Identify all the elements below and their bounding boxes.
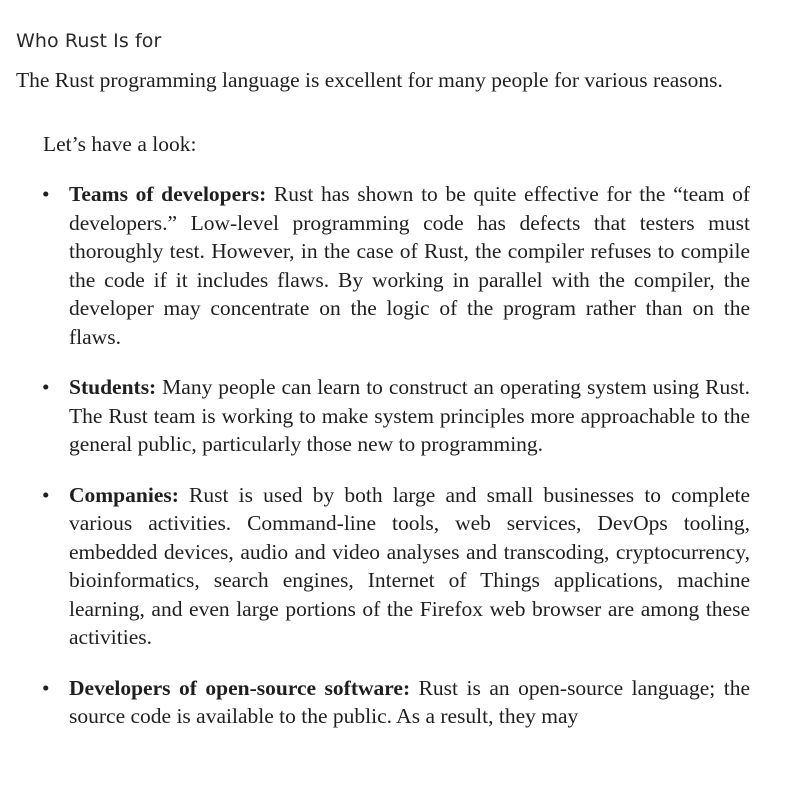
bullet-marker-icon: • (42, 375, 50, 399)
bullet-text: Rust has shown to be quite effective for the “team of developers.” Low-level programming code has defects that testers must thoroughly test. However, in the case of Rust, the compiler refuses to compile the code if it includes flaws. By working in parallel with the compiler, the developer may concentrate on the logic of the program rather than on the flaws. (69, 182, 750, 349)
section-heading: Who Rust Is for (16, 30, 162, 52)
bullet-item-teams (0, 180, 750, 351)
bullet-item-companies (0, 481, 750, 652)
bullet-term: Companies: (69, 482, 179, 507)
bullet-marker-icon: • (42, 482, 50, 507)
audience-bullet-list (0, 180, 800, 753)
bullet-item-open-source (0, 674, 750, 731)
bullet-term: Students: (69, 375, 157, 399)
bullet-marker-icon: • (42, 675, 50, 700)
bullet-text: Rust is an open-source language; the source code is available to the public. As a result, they may (69, 675, 750, 728)
intro-paragraph: The Rust programming language is excellent for many people for various reasons. (16, 68, 723, 92)
bullet-item-students (0, 373, 750, 459)
bullet-text: Many people can learn to construct an operating system using Rust. The Rust team is working to make system principles more approachable to the general public, particularly those new to programming. (69, 375, 750, 456)
intro-lead-paragraph: Let’s have a look: (43, 132, 197, 156)
bullet-term: Developers of open-source software: (69, 675, 411, 700)
bullet-text: Rust is used by both large and small businesses to complete various activities. Command-line tools, web services, DevOps tooling, embedded devices, audio and video analyses and transcoding, cryptocurrency, bioinformatics, search engines, Internet of Things applications, machine learning, and even large portions of the Firefox web browser are among these activities. (69, 482, 750, 649)
bullet-term: Teams of developers: (69, 182, 267, 206)
bullet-marker-icon: • (42, 182, 50, 206)
